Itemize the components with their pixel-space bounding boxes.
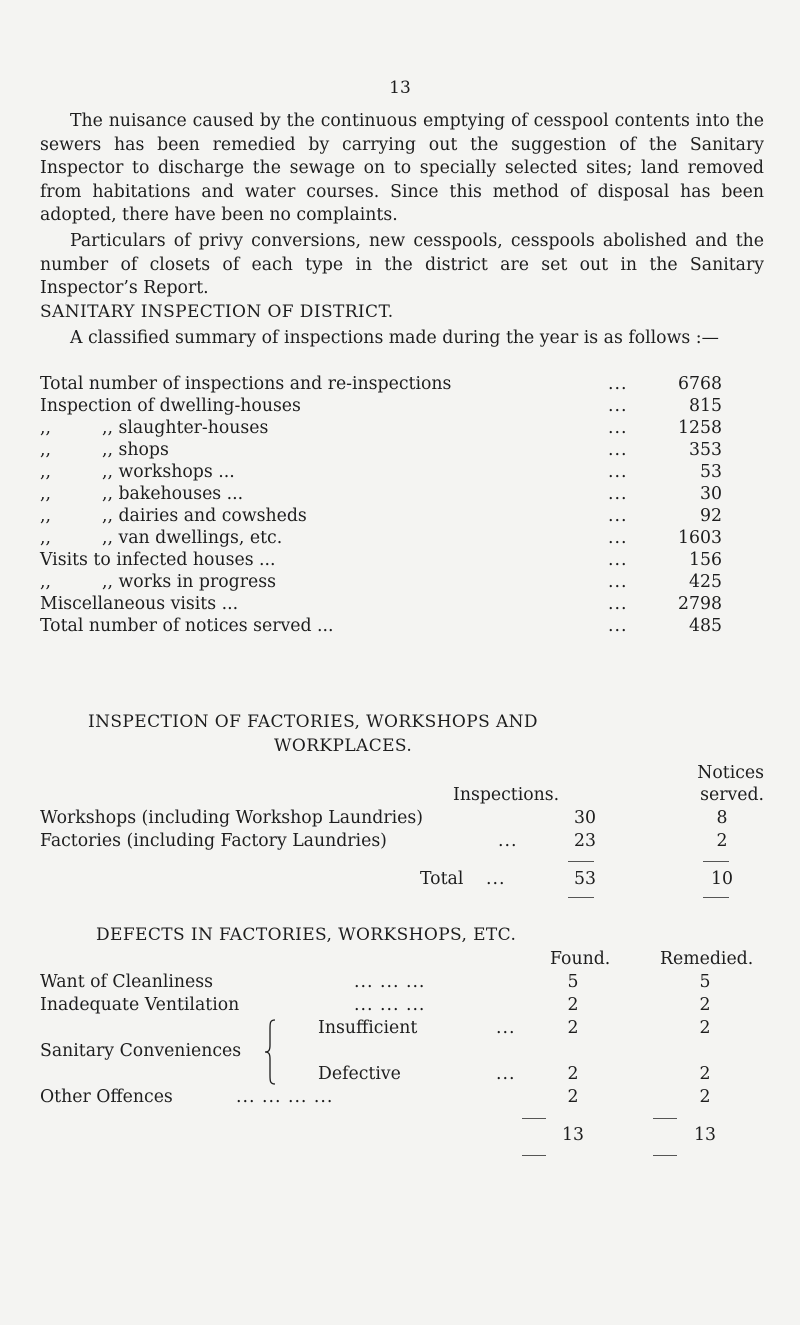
factories-total-notices: 10 — [711, 869, 733, 889]
brace-icon — [263, 1017, 277, 1087]
defects-row-remedied: 2 — [699, 995, 711, 1015]
sanitary-row-label: Total number of inspections and re-inspections — [40, 374, 452, 394]
defects-row-label: Insufficient — [318, 1018, 418, 1038]
sanitary-row-dots: ... — [608, 616, 628, 636]
sanitary-row — [40, 571, 764, 593]
sanitary-row-dots: ... — [608, 440, 628, 460]
defects-row-found: 2 — [567, 1064, 579, 1084]
defects-row-label: Defective — [318, 1064, 401, 1084]
sanitary-row — [40, 395, 764, 417]
defects-heading: DEFECTS IN FACTORIES, WORKSHOPS, ETC. — [96, 925, 517, 945]
sanitary-row-dots: ... — [608, 550, 628, 570]
factories-total-inspections: 53 — [574, 869, 596, 889]
sanitary-row-value: 425 — [689, 572, 722, 592]
sanitary-row-label: ,, slaughter-houses — [102, 418, 269, 438]
sanitary-row-dots: ... — [608, 396, 628, 416]
defects-row-label: Inadequate Ventilation — [40, 995, 240, 1015]
ditto-mark: ,, — [40, 484, 51, 504]
ditto-mark: ,, — [40, 440, 51, 460]
defects-row — [40, 1017, 764, 1039]
sanitary-row-dots: ... — [608, 462, 628, 482]
page-number: 13 — [389, 78, 411, 98]
sanitary-row-label: ,, shops — [102, 440, 169, 460]
factories-header-row-1 — [40, 762, 764, 784]
factories-row — [40, 807, 764, 829]
header-found: Found. — [550, 949, 611, 969]
defects-row-dots: ... ... ... — [354, 995, 426, 1015]
factories-row-label: Factories (including Factory Laundries) — [40, 831, 387, 851]
header-remedied: Remedied. — [660, 949, 754, 969]
defects-row — [40, 971, 764, 993]
divider — [568, 861, 594, 862]
defects-row-dots: ... ... ... — [354, 972, 426, 992]
divider — [653, 1155, 677, 1156]
ditto-mark: ,, — [40, 572, 51, 592]
sanitary-row-dots: ... — [608, 506, 628, 526]
sanitary-intro — [40, 327, 764, 351]
defects-row-found: 5 — [567, 972, 579, 992]
sanitary-row — [40, 593, 764, 615]
defects-row-dots: ... — [496, 1018, 516, 1038]
sanitary-row-dots: ... — [608, 572, 628, 592]
sanitary-row-label: Inspection of dwelling-houses — [40, 396, 301, 416]
sanitary-row-value: 53 — [700, 462, 722, 482]
defects-total-row — [40, 1124, 764, 1146]
factories-total-row — [40, 868, 764, 890]
sanitary-row-value: 815 — [689, 396, 722, 416]
factories-heading-line2: WORKPLACES. — [274, 736, 413, 756]
defects-row — [40, 1063, 764, 1085]
defects-row-dots: ... — [496, 1064, 516, 1084]
ditto-mark: ,, — [40, 418, 51, 438]
paragraph-cesspool — [40, 110, 764, 228]
sanitary-row — [40, 439, 764, 461]
sanitary-row-dots: ... — [608, 528, 628, 548]
factories-row-inspections: 23 — [574, 831, 596, 851]
ditto-mark: ,, — [40, 506, 51, 526]
sanitary-row-label: Total number of notices served ... — [40, 616, 334, 636]
factories-row-dots: ... — [498, 831, 518, 851]
sanitary-row — [40, 527, 764, 549]
sanitary-row — [40, 373, 764, 395]
sanitary-row-dots: ... — [608, 374, 628, 394]
sanitary-row-dots: ... — [608, 418, 628, 438]
defects-row-remedied: 5 — [699, 972, 711, 992]
sanitary-row-label: Visits to infected houses ... — [40, 550, 276, 570]
sanitary-row-label: ,, van dwellings, etc. — [102, 528, 283, 548]
sanitary-row — [40, 549, 764, 571]
sanitary-row-dots: ... — [608, 484, 628, 504]
defects-row — [40, 1086, 764, 1108]
factories-row-inspections: 30 — [574, 808, 596, 828]
divider — [703, 897, 729, 898]
factories-total-label: Total — [420, 869, 464, 889]
sanitary-row-value: 156 — [689, 550, 722, 570]
factories-heading-line1: INSPECTION OF FACTORIES, WORKSHOPS AND — [88, 712, 538, 732]
divider — [653, 1118, 677, 1119]
sanitary-row-dots: ... — [608, 594, 628, 614]
defects-row-remedied: 2 — [699, 1018, 711, 1038]
sanitary-row — [40, 615, 764, 637]
divider — [522, 1155, 546, 1156]
header-served: served. — [700, 785, 764, 805]
factories-row-label: Workshops (including Workshop Laundries) — [40, 808, 423, 828]
sanitary-row-value: 2798 — [678, 594, 722, 614]
defects-row-label: Other Offences — [40, 1087, 173, 1107]
sanitary-row-label: ,, dairies and cowsheds — [102, 506, 307, 526]
defects-total-found: 13 — [562, 1125, 584, 1145]
defects-row-found: 2 — [567, 995, 579, 1015]
defects-row-remedied: 2 — [699, 1087, 711, 1107]
factories-header-row-2 — [40, 784, 764, 806]
factories-row-notices: 2 — [716, 831, 728, 851]
factories-total-dots: ... — [486, 869, 506, 889]
ditto-mark: ,, — [40, 462, 51, 482]
factories-row — [40, 830, 764, 852]
sanitary-row — [40, 505, 764, 527]
defects-row — [40, 994, 764, 1016]
sanitary-row-value: 92 — [700, 506, 722, 526]
header-notices: Notices — [697, 763, 764, 783]
ditto-mark: ,, — [40, 528, 51, 548]
factories-row-notices: 8 — [716, 808, 728, 828]
sanitary-row-value: 353 — [689, 440, 722, 460]
paragraph-text: Particulars of privy conversions, new cesspools, cesspools abolished and the number of closets of each type in the district are set out in the Sanitary Inspector’s Report. — [40, 231, 764, 298]
sanitary-heading: SANITARY INSPECTION OF DISTRICT. — [40, 302, 394, 322]
defects-row-found: 2 — [567, 1018, 579, 1038]
sanitary-row-value: 1258 — [678, 418, 722, 438]
sanitary-row — [40, 483, 764, 505]
defects-row-dots: ... ... ... ... — [236, 1087, 334, 1107]
sanitary-row-value: 6768 — [678, 374, 722, 394]
sanitary-intro-text: A classified summary of inspections made during the year is as follows :— — [70, 328, 719, 348]
sanitary-row-label: ,, workshops ... — [102, 462, 235, 482]
sanitary-row — [40, 461, 764, 483]
defects-group-label: Sanitary Conveniences — [40, 1041, 242, 1061]
paragraph-text: The nuisance caused by the continuous emptying of cesspool contents into the sewers has been remedied by carrying out the suggestion of the Sanitary Inspector to discharge the sewage on to specially selected sites; land removed from habitations and water courses. Since this method of disposal has been adopted, there have been no complaints. — [40, 111, 764, 225]
defects-group-row — [40, 1040, 764, 1062]
defects-total-remedied: 13 — [694, 1125, 716, 1145]
sanitary-row-value: 485 — [689, 616, 722, 636]
sanitary-row-value: 30 — [700, 484, 722, 504]
divider — [703, 861, 729, 862]
sanitary-row-label: ,, works in progress — [102, 572, 276, 592]
defects-row-label: Want of Cleanliness — [40, 972, 213, 992]
sanitary-row — [40, 417, 764, 439]
sanitary-row-value: 1603 — [678, 528, 722, 548]
sanitary-row-label: Miscellaneous visits ... — [40, 594, 239, 614]
sanitary-row-label: ,, bakehouses ... — [102, 484, 244, 504]
paragraph-privy — [40, 230, 764, 301]
header-inspections: Inspections. — [453, 785, 560, 805]
defects-row-remedied: 2 — [699, 1064, 711, 1084]
divider — [568, 897, 594, 898]
defects-row-found: 2 — [567, 1087, 579, 1107]
divider — [522, 1118, 546, 1119]
defects-header-row — [40, 948, 764, 970]
